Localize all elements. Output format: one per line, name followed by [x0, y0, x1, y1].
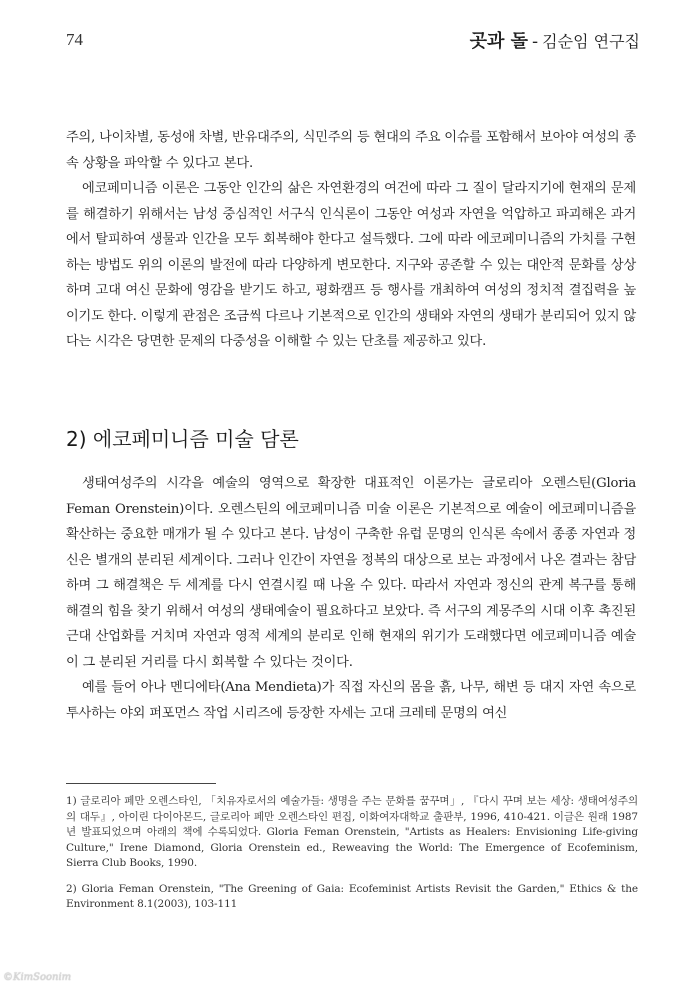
- book-subtitle: 김순임 연구집: [542, 32, 640, 51]
- copyright-watermark: [3, 972, 71, 983]
- body-text-block-1: [66, 125, 636, 355]
- title-separator: -: [532, 32, 539, 52]
- footnote-2: 2) Gloria Feman Orenstein, "The Greening of Gaia: Ecofeminist Artists Revisit the Garden," Ethics & the Environment 8.1(2003), 103-111: [66, 882, 638, 910]
- section-heading: 2) 에코페미니즘 미술 담론: [66, 427, 299, 451]
- footnote-1: 1) 글로리아 페만 오렌스타인, 「치유자로서의 예술가들: 생명을 주는 문화를 꿈꾸며」, 『다시 꾸며 보는 세상: 생태여성주의의 대두』, 아이린 다이아몬드, 글로리아 페만 오렌스타인 편집, 이화여자대학교 출판부, 1996, 410-421. 이글은 원래 1987년 발표되었으며 아래의 책에 수록되었다. Gloria Feman Orenstein, "Artists as Healers: Envisioning Life-giving Culture," Irene Diamond, Gloria Orenstein ed., Reweaving the World: The Emergence of Ecofeminism, Sierra Club Books, 1990.: [66, 795, 638, 869]
- paragraph-orenstein: 생태여성주의 시각을 예술의 영역으로 확장한 대표적인 이론가는 글로리아 오렌스틴(Gloria Feman Orenstein)이다. 오렌스틴의 에코페미니즘 미술 이론은 기본적으로 예술이 에코페미니즘을 확산하는 중요한 매개가 될 수 있다고 본다. 남성이 구축한 유럽 문명의 인식론 속에서 종종 자연과 정신은 별개의 분리된 세계이다. 그러나 인간이 자연을 정복의 대상으로 보는 과정에서 나온 결과는 참담하며 그 해결책은 두 세계를 다시 연결시킬 때 나올 수 있다. 따라서 자연과 정신의 관계 복구를 통해 해결의 힘을 찾기 위해서 여성의 생태예술이 필요하다고 보았다. 즉 서구의 계몽주의 시대 이후 촉진된 근대 산업화를 거치며 자연과 영적 세계의 분리로 인해 현재의 위기가 도래했다면 에코페미니즘 예술이 그 분리된 거리를 다시 회복할 수 있다는 것이다.: [66, 476, 636, 670]
- body-text-block-2: [66, 471, 636, 726]
- paragraph-ecofeminism-theory: 에코페미니즘 이론은 그동안 인간의 삶은 자연환경의 여건에 따라 그 질이 달라지기에 현재의 문제를 해결하기 위해서는 남성 중심적인 서구식 인식론이 그동안 여성과 자연을 억압하고 파괴해온 과거에서 탈피하여 생물과 인간을 모두 회복해야 한다고 설득했다. 그에 따라 에코페미니즘의 가치를 구현하는 방법도 위의 이론의 발전에 따라 다양하게 변모한다. 지구와 공존할 수 있는 대안적 문화를 상상하며 고대 여신 문화에 영감을 받기도 하고, 평화캠프 등 행사를 개최하여 여성의 정치적 결집력을 높이기도 한다. 이렇게 관점은 조금씩 다르나 기본적으로 인간의 생태와 자연의 생태가 분리되어 있지 않다는 시각은 당면한 문제의 다중성을 이해할 수 있는 단초를 제공하고 있다.: [66, 181, 636, 349]
- page-number: 74: [66, 30, 83, 49]
- watermark-text: ©KimSoonim: [3, 972, 72, 983]
- running-head: [470, 27, 640, 53]
- footnotes: [66, 794, 638, 923]
- paragraph-continued: 주의, 나이차별, 동성애 차별, 반유대주의, 식민주의 등 현대의 주요 이슈를 포함해서 보아야 여성의 종속 상황을 파악할 수 있다고 본다.: [66, 130, 636, 171]
- book-title: 곳과 돌: [469, 31, 529, 52]
- paragraph-mendieta: 예를 들어 아나 멘디에타(Ana Mendieta)가 직접 자신의 몸을 흙, 나무, 해변 등 대지 자연 속으로 투사하는 야외 퍼포먼스 작업 시리즈에 등장한 자세는 고대 크레테 문명의 여신: [66, 680, 636, 721]
- footnote-divider: [66, 783, 216, 784]
